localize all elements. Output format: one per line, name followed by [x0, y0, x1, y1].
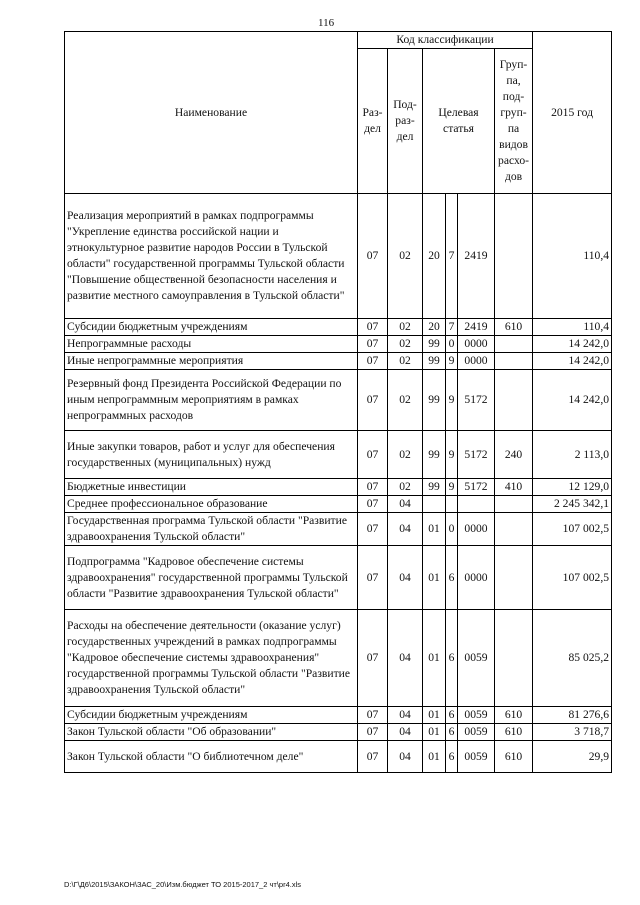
- row-name: Реализация мероприятий в рамках подпрограммы "Укрепление единства российской нации и этнокультурное развитие народов России в Тульской области" государственной программы Тульской области "Повышение общественной безопасности населения и развитие местного самоуправления в Тульской области": [65, 194, 358, 319]
- row-target-part1: 01: [423, 741, 446, 773]
- row-target-part2: 7: [446, 194, 458, 319]
- row-amount-2015: 14 242,0: [533, 353, 612, 370]
- row-razdel: 07: [358, 610, 388, 707]
- table-row: [65, 479, 612, 496]
- row-target-part3: 0059: [458, 724, 495, 741]
- header-name: Наименование: [65, 32, 358, 194]
- row-podrazdel: 04: [388, 610, 423, 707]
- row-target-part3: 5172: [458, 479, 495, 496]
- header-code: Код классификации: [358, 32, 533, 49]
- table-row: [65, 370, 612, 431]
- table-row: [65, 496, 612, 513]
- row-expense-group: [495, 610, 533, 707]
- header-podrazdel: Под- раз- дел: [388, 49, 423, 194]
- row-razdel: 07: [358, 319, 388, 336]
- row-expense-group: 610: [495, 741, 533, 773]
- row-razdel: 07: [358, 724, 388, 741]
- row-amount-2015: 110,4: [533, 319, 612, 336]
- file-path-footer: D:\Г\Д6\2015\ЗАКОН\ЗАС_20\Изм.бюджет ТО 2015-2017_2 чт\pr4.xls: [64, 880, 301, 889]
- row-name: Непрограммные расходы: [65, 336, 358, 353]
- header-target-article: Целевая статья: [423, 49, 495, 194]
- row-amount-2015: 2 245 342,1: [533, 496, 612, 513]
- row-amount-2015: 3 718,7: [533, 724, 612, 741]
- row-name: Субсидии бюджетным учреждениям: [65, 319, 358, 336]
- row-target-part2: 6: [446, 741, 458, 773]
- row-target-part1: 01: [423, 546, 446, 610]
- row-expense-group: [495, 194, 533, 319]
- table-row: [65, 610, 612, 707]
- row-target-part3: 0059: [458, 707, 495, 724]
- row-razdel: 07: [358, 336, 388, 353]
- row-amount-2015: 85 025,2: [533, 610, 612, 707]
- row-expense-group: [495, 336, 533, 353]
- row-target-part1: 99: [423, 479, 446, 496]
- table-row: [65, 336, 612, 353]
- row-target-part2: 6: [446, 724, 458, 741]
- row-target-part1: 99: [423, 431, 446, 479]
- row-target-part2: 9: [446, 479, 458, 496]
- row-name: Субсидии бюджетным учреждениям: [65, 707, 358, 724]
- row-amount-2015: 12 129,0: [533, 479, 612, 496]
- row-name: Среднее профессиональное образование: [65, 496, 358, 513]
- row-target-part3: 0000: [458, 336, 495, 353]
- row-expense-group: [495, 546, 533, 610]
- table-row: [65, 707, 612, 724]
- row-target-part1: 01: [423, 610, 446, 707]
- row-target-part3: 2419: [458, 319, 495, 336]
- budget-table: [64, 31, 612, 773]
- row-amount-2015: 14 242,0: [533, 336, 612, 353]
- row-target-part3: 0000: [458, 353, 495, 370]
- row-target-part1: 99: [423, 370, 446, 431]
- row-podrazdel: 02: [388, 431, 423, 479]
- row-target-part2: 9: [446, 353, 458, 370]
- row-target-part2: 0: [446, 336, 458, 353]
- table-row: [65, 513, 612, 546]
- row-expense-group: [495, 353, 533, 370]
- row-podrazdel: 02: [388, 479, 423, 496]
- table-row: [65, 724, 612, 741]
- row-name: Расходы на обеспечение деятельности (оказание услуг) государственных учреждений в рамках подпрограммы "Кадровое обеспечение системы здравоохранения" государственной программы Тульской области "Развитие здравоохранения Тульской области": [65, 610, 358, 707]
- row-amount-2015: 107 002,5: [533, 546, 612, 610]
- row-amount-2015: 29,9: [533, 741, 612, 773]
- row-expense-group: 610: [495, 724, 533, 741]
- row-podrazdel: 02: [388, 336, 423, 353]
- row-target-part1: 99: [423, 353, 446, 370]
- row-target-part2: 7: [446, 319, 458, 336]
- page-number: 116: [318, 17, 335, 29]
- row-target-part2: 9: [446, 370, 458, 431]
- row-target-part2: 9: [446, 431, 458, 479]
- table-row: [65, 741, 612, 773]
- row-expense-group: 610: [495, 319, 533, 336]
- row-target-part2: 6: [446, 707, 458, 724]
- row-podrazdel: 04: [388, 546, 423, 610]
- row-podrazdel: 04: [388, 513, 423, 546]
- row-target-part3: 0059: [458, 741, 495, 773]
- row-target-part2: 6: [446, 610, 458, 707]
- table-body: [65, 194, 612, 773]
- row-target-part2: 0: [446, 513, 458, 546]
- row-name: Иные непрограммные мероприятия: [65, 353, 358, 370]
- row-name: Закон Тульской области "О библиотечном деле": [65, 741, 358, 773]
- row-podrazdel: 04: [388, 707, 423, 724]
- row-razdel: 07: [358, 194, 388, 319]
- row-target-part3: 0000: [458, 513, 495, 546]
- row-podrazdel: 02: [388, 353, 423, 370]
- row-name: Подпрограмма "Кадровое обеспечение системы здравоохранения" государственной программы Тульской области "Развитие здравоохранения Тульской области": [65, 546, 358, 610]
- row-target-part2: 6: [446, 546, 458, 610]
- row-name: Государственная программа Тульской области "Развитие здравоохранения Тульской области": [65, 513, 358, 546]
- header-expense-group: Груп- па, под- груп- па видов расхо- дов: [495, 49, 533, 194]
- row-target-part3: 2419: [458, 194, 495, 319]
- row-name: Иные закупки товаров, работ и услуг для обеспечения государственных (муниципальных) нужд: [65, 431, 358, 479]
- row-razdel: 07: [358, 707, 388, 724]
- row-amount-2015: 2 113,0: [533, 431, 612, 479]
- row-razdel: 07: [358, 353, 388, 370]
- row-expense-group: 410: [495, 479, 533, 496]
- row-expense-group: [495, 496, 533, 513]
- row-target-part1: 20: [423, 319, 446, 336]
- row-target-part1: 20: [423, 194, 446, 319]
- row-name: Резервный фонд Президента Российской Федерации по иным непрограммным мероприятиям в рамках непрограммных расходов: [65, 370, 358, 431]
- row-target-part3: 0000: [458, 546, 495, 610]
- table-row: [65, 431, 612, 479]
- row-amount-2015: 110,4: [533, 194, 612, 319]
- row-podrazdel: 02: [388, 194, 423, 319]
- row-razdel: 07: [358, 741, 388, 773]
- row-amount-2015: 14 242,0: [533, 370, 612, 431]
- row-target-part1: 01: [423, 724, 446, 741]
- row-target-part1: 01: [423, 513, 446, 546]
- row-podrazdel: 04: [388, 724, 423, 741]
- row-target-part1: 99: [423, 336, 446, 353]
- row-razdel: 07: [358, 496, 388, 513]
- header-year: 2015 год: [533, 32, 612, 194]
- row-amount-2015: 107 002,5: [533, 513, 612, 546]
- table-row: [65, 194, 612, 319]
- row-target-part3: [458, 496, 495, 513]
- row-razdel: 07: [358, 370, 388, 431]
- row-razdel: 07: [358, 479, 388, 496]
- row-razdel: 07: [358, 546, 388, 610]
- row-razdel: 07: [358, 513, 388, 546]
- row-podrazdel: 04: [388, 741, 423, 773]
- table-row: [65, 319, 612, 336]
- row-expense-group: 610: [495, 707, 533, 724]
- row-razdel: 07: [358, 431, 388, 479]
- row-target-part3: 0059: [458, 610, 495, 707]
- row-podrazdel: 04: [388, 496, 423, 513]
- row-target-part3: 5172: [458, 370, 495, 431]
- row-target-part3: 5172: [458, 431, 495, 479]
- row-expense-group: [495, 513, 533, 546]
- header-razdel: Раз- дел: [358, 49, 388, 194]
- row-name: Бюджетные инвестиции: [65, 479, 358, 496]
- row-amount-2015: 81 276,6: [533, 707, 612, 724]
- row-target-part2: [446, 496, 458, 513]
- row-name: Закон Тульской области "Об образовании": [65, 724, 358, 741]
- row-expense-group: [495, 370, 533, 431]
- row-podrazdel: 02: [388, 319, 423, 336]
- table-row: [65, 546, 612, 610]
- table-row: [65, 353, 612, 370]
- row-expense-group: 240: [495, 431, 533, 479]
- row-podrazdel: 02: [388, 370, 423, 431]
- row-target-part1: [423, 496, 446, 513]
- row-target-part1: 01: [423, 707, 446, 724]
